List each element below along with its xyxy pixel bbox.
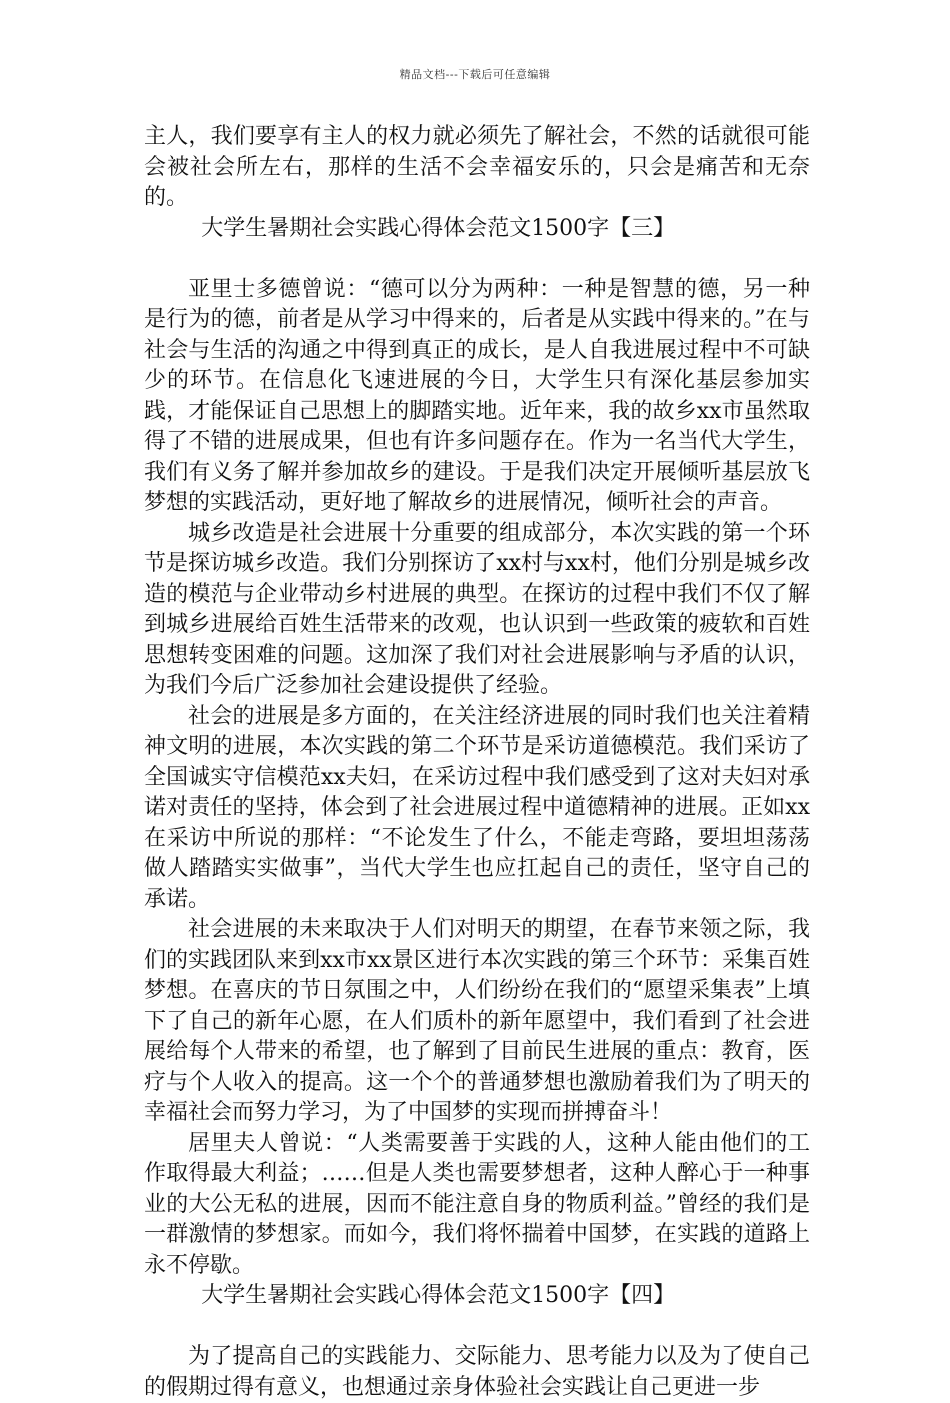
paragraph: 为了提高自己的实践能力、交际能力、思考能力以及为了使自己的假期过得有意义，也想通过亲身体验社会实践让自己更进一步 (144, 1344, 810, 1400)
document-body (144, 122, 810, 1403)
blank-line (144, 1312, 810, 1343)
paragraph: 社会的进展是多方面的，在关注经济进展的同时我们也关注着精神文明的进展，本次实践的第二个环节是采访道德模范。我们采访了全国诚实守信模范xx夫妇，在采访过程中我们感受到了这对夫妇对承诺对责任的坚持，体会到了社会进展过程中道德精神的进展。正如xx在采访中所说的那样：“不论发生了什么，不能走弯路，要坦坦荡荡做人踏踏实实做事”，当代大学生也应扛起自己的责任，坚守自己的承诺。 (144, 703, 810, 912)
paragraph: 居里夫人曾说：“人类需要善于实践的人，这种人能由他们的工作取得最大利益；……但是人类也需要梦想者，这种人醉心于一种事业的大公无私的进展，因而不能注意自身的物质利益。”曾经的我们是一群激情的梦想家。而如今，我们将怀揣着中国梦，在实践的道路上永不停歇。 (144, 1130, 810, 1278)
paragraph: 社会进展的未来取决于人们对明天的期望，在春节来领之际，我们的实践团队来到xx市xx景区进行本次实践的第三个环节：采集百姓梦想。在喜庆的节日氛围之中，人们纷纷在我们的“愿望采集表”上填下了自己的新年心愿，在人们质朴的新年愿望中，我们看到了社会进展给每个人带来的希望，也了解到了目前民生进展的重点：教育，医疗与个人收入的提高。这一个个的普通梦想也激励着我们为了明天的幸福社会而努力学习，为了中国梦的实现而拼搏奋斗！ (144, 917, 810, 1125)
paragraph-continuation: 主人，我们要享有主人的权力就必须先了解社会，不然的话就很可能会被社会所左右，那样的生活不会幸福安乐的，只会是痛苦和无奈的。 (144, 124, 810, 210)
section-heading-four: 大学生暑期社会实践心得体会范文1500字【四】 (201, 1283, 676, 1308)
section-heading-three: 大学生暑期社会实践心得体会范文1500字【三】 (201, 215, 676, 241)
paragraph: 城乡改造是社会进展十分重要的组成部分，本次实践的第一个环节是探访城乡改造。我们分别探访了xx村与xx村，他们分别是城乡改造的模范与企业带动乡村进展的典型。在探访的过程中我们不仅了解到城乡进展给百姓生活带来的改观，也认识到一些政策的疲软和百姓思想转变困难的问题。这加深了我们对社会进展影响与矛盾的认识，为我们今后广泛参加社会建设提供了经验。 (144, 520, 810, 698)
blank-line (144, 244, 810, 275)
paragraph: 亚里士多德曾说：“德可以分为两种：一种是智慧的德，另一种是行为的德，前者是从学习中得来的，后者是从实践中得来的。”在与社会与生活的沟通之中得到真正的成长，是人自我进展过程中不可缺少的环节。在信息化飞速进展的今日，大学生只有深化基层参加实践，才能保证自己思想上的脚踏实地。近年来，我的故乡xx市虽然取得了不错的进展成果，但也有许多问题存在。作为一名当代大学生，我们有义务了解并参加故乡的建设。于是我们决定开展倾听基层放飞梦想的实践活动，更好地了解故乡的进展情况，倾听社会的声音。 (144, 276, 810, 515)
page-header: 精品文档---下载后可任意编辑 (399, 68, 551, 81)
